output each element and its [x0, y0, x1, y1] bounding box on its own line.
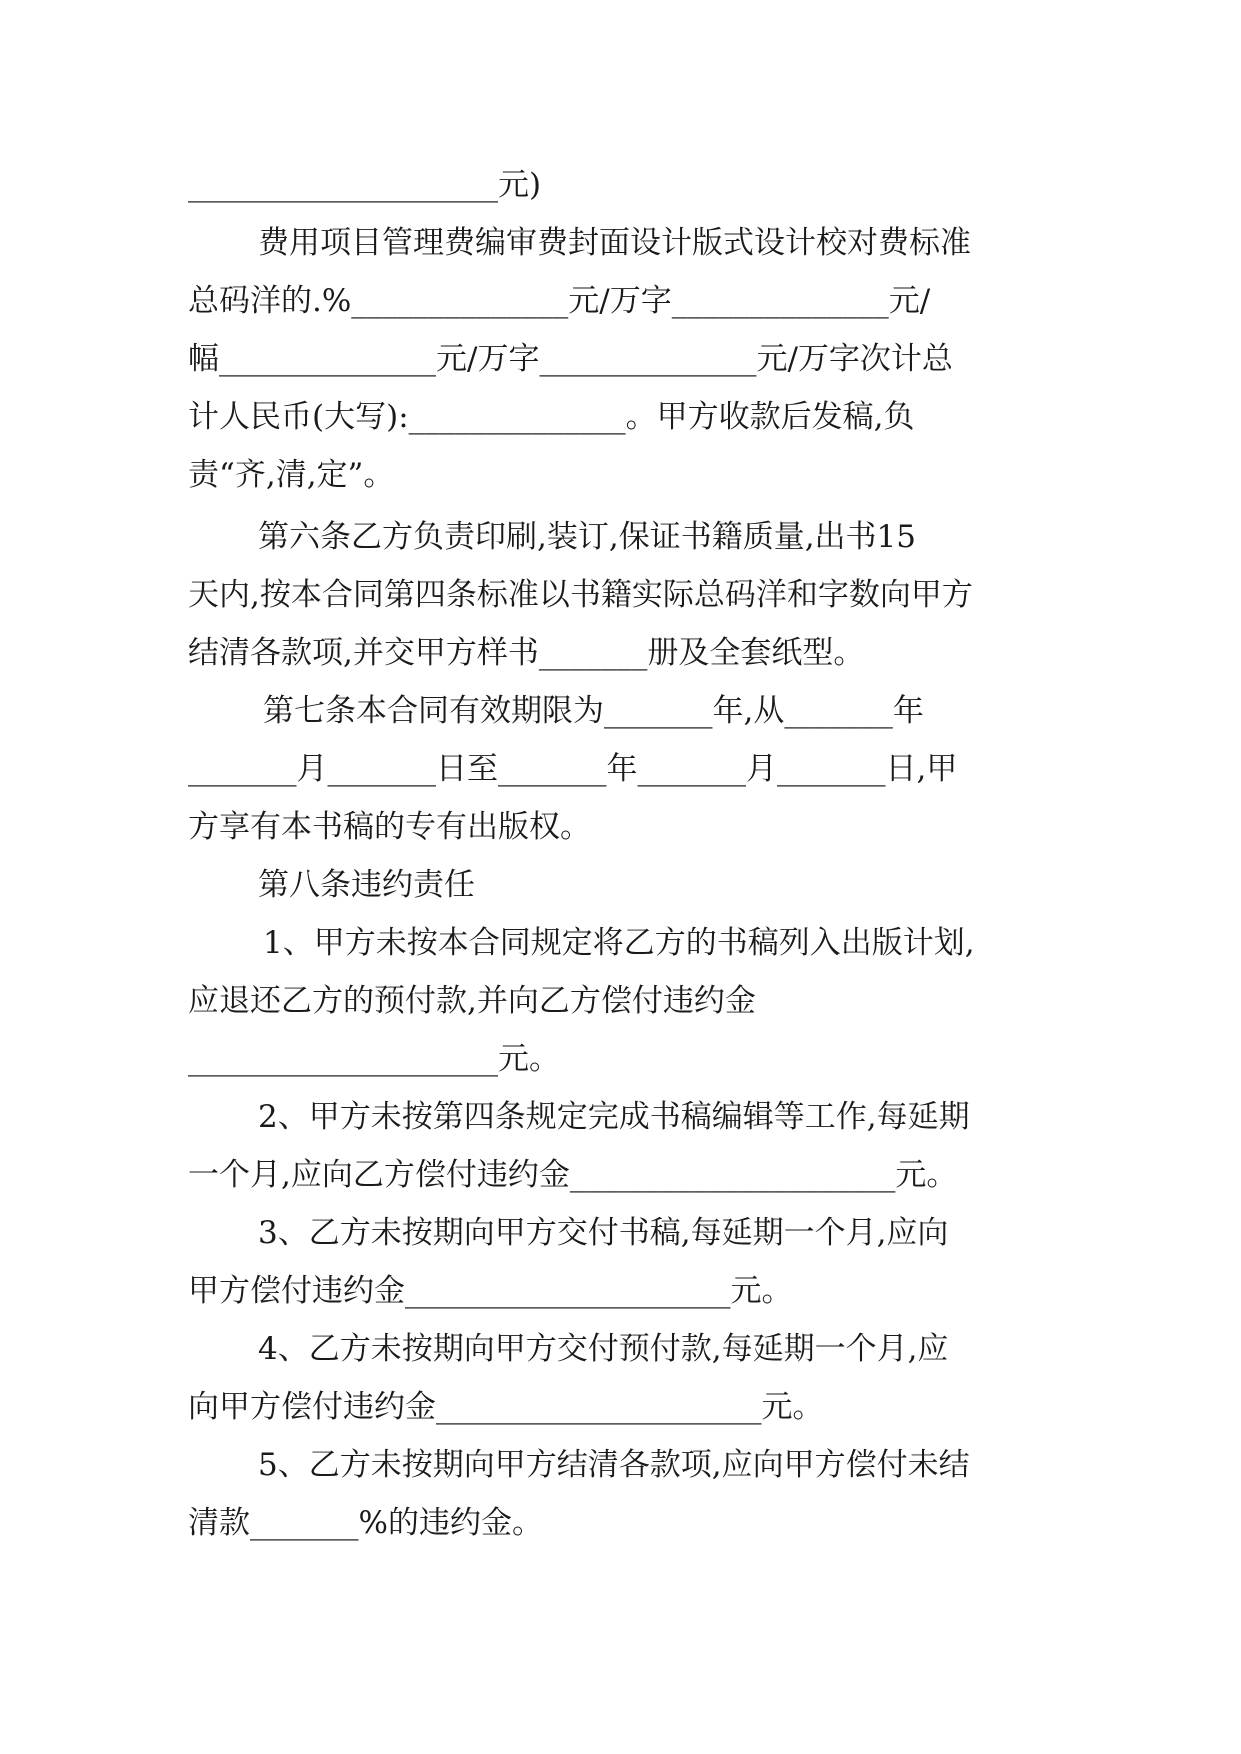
text-line: 清款_______%的违约金。	[188, 1505, 543, 1541]
text-line: 2、甲方未按第四条规定完成书稿编辑等工作,每延期	[258, 1099, 970, 1135]
text-line: 责“齐,清,定”。	[188, 457, 395, 493]
text-line: ____________________元)	[188, 167, 542, 203]
text-line: 3、乙方未按期向甲方交付书稿,每延期一个月,应向	[258, 1215, 949, 1251]
text-line: 幅______________元/万字______________元/万字次计总	[188, 341, 953, 377]
text-line: 向甲方偿付违约金_____________________元。	[188, 1389, 824, 1425]
text-line: 方享有本书稿的专有出版权。	[188, 809, 591, 845]
text-line: 第七条本合同有效期限为_______年,从_______年	[263, 693, 924, 729]
text-line: 4、乙方未按期向甲方交付预付款,每延期一个月,应	[258, 1331, 949, 1367]
text-line: 总码洋的.%______________元/万字______________元/	[188, 283, 931, 319]
text-line: 计人民币(大写):______________。甲方收款后发稿,负	[188, 399, 915, 435]
text-line: 费用项目管理费编审费封面设计版式设计校对费标准	[258, 225, 971, 261]
text-line: 一个月,应向乙方偿付违约金_____________________元。	[188, 1157, 958, 1193]
section-heading: 第八条违约责任	[258, 867, 475, 903]
text-line: 结清各款项,并交甲方样书_______册及全套纸型。	[188, 635, 865, 671]
text-line: 天内,按本合同第四条标准以书籍实际总码洋和字数向甲方	[188, 577, 973, 613]
text-line: 1、甲方未按本合同规定将乙方的书稿列入出版计划,	[263, 925, 975, 961]
text-line: 应退还乙方的预付款,并向乙方偿付违约金	[188, 983, 756, 1019]
text-line: 5、乙方未按期向甲方结清各款项,应向甲方偿付未结	[258, 1447, 970, 1483]
text-line: ____________________元。	[188, 1041, 560, 1077]
text-line: 第六条乙方负责印刷,装订,保证书籍质量,出书15	[258, 519, 917, 555]
text-line: _______月_______日至_______年_______月_______日,甲	[188, 751, 958, 787]
text-line: 甲方偿付违约金_____________________元。	[188, 1273, 793, 1309]
